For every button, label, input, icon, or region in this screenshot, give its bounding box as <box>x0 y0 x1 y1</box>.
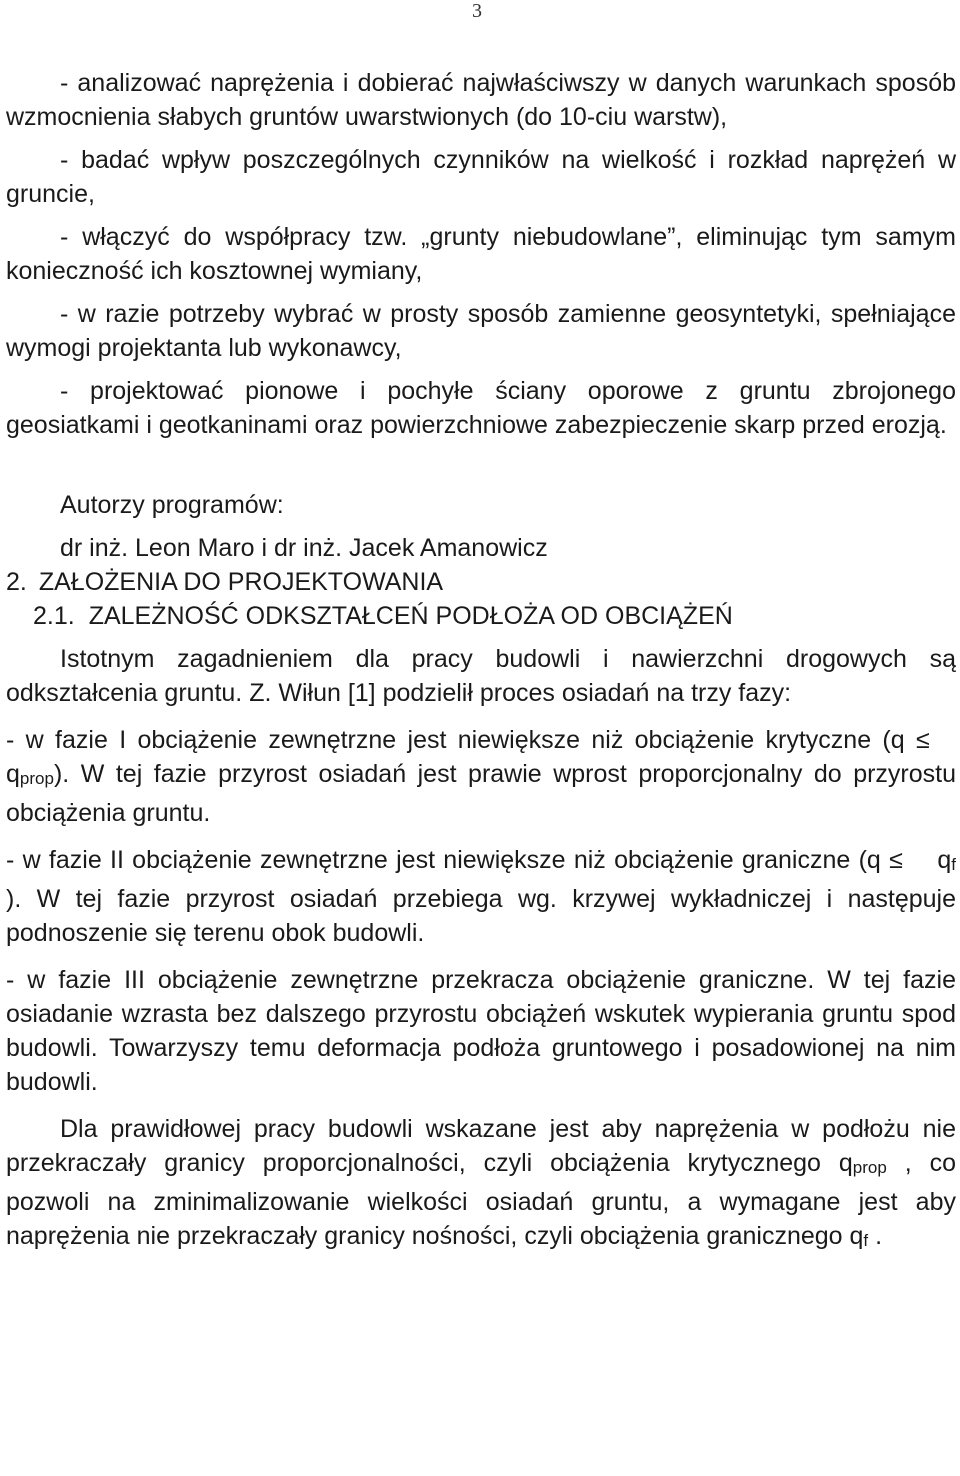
bullet-study: - badać wpływ poszczególnych czynników na wielkość i rozkład naprężeń w gruncie, <box>6 146 956 208</box>
phase-2-q: q <box>929 846 952 874</box>
page-number: 3 <box>472 0 482 22</box>
subsection-title: ZALEŻNOŚĆ ODKSZTAŁCEŃ PODŁOŻA OD OBCIĄŻEŃ <box>88 602 733 630</box>
less-equal-symbol: ≤ <box>889 846 903 874</box>
less-equal-symbol: ≤ <box>916 726 930 754</box>
phase-1-subscript: prop <box>19 769 54 788</box>
phase-1-q: q <box>6 760 20 788</box>
phase-1-text-b: ). W tej fazie przyrost osiadań jest prawie wprost proporcjonalny do przyrostu obciążenia gruntu. <box>6 760 956 827</box>
bullet-design: - projektować pionowe i pochyłe ściany oporowe z gruntu zbrojonego geosiatkami i geotkaninami oraz powierzchniowe zabezpieczenie skarp przed erozją. <box>6 377 956 439</box>
intro-paragraph: Istotnym zagadnieniem dla pracy budowli i nawierzchni drogowych są odkształcenia gruntu. Z. Wiłun [1] podzielił proces osiadań na trzy fazy: <box>6 645 956 707</box>
closing-subscript-prop: prop <box>852 1158 887 1177</box>
closing-text-a: Dla prawidłowej pracy budowli wskazane jest aby naprężenia w podłożu nie przekraczały granicy proporcjonalności, czyli obciążenia krytycznego q <box>6 1115 956 1177</box>
phase-2-paragraph <box>6 843 956 950</box>
phase-1-paragraph <box>6 723 956 830</box>
authors-label: Autorzy programów: <box>60 491 284 519</box>
authors-names: dr inż. Leon Maro i dr inż. Jacek Amanowicz <box>60 534 548 562</box>
subsection-number: 2.1. <box>33 602 75 630</box>
bullet-analyze: - analizować naprężenia i dobierać najwłaściwszy w danych warunkach sposób wzmocnienia słabych gruntów uwarstwionych (do 10-ciu warstw), <box>6 69 956 131</box>
phase-2-text-a: - w fazie II obciążenie zewnętrzne jest niewiększe niż obciążenie graniczne (q <box>6 846 890 874</box>
section-number: 2. <box>6 568 27 596</box>
closing-text-c: . <box>868 1222 883 1250</box>
section-heading <box>6 565 956 599</box>
subsection-heading <box>6 599 956 633</box>
closing-text-b: , co pozwoli na zminimalizowanie wielkości osiadań gruntu, a wymagane jest aby naprężenia nie przekraczały granicy nośności, czyli obciążenia granicznego q <box>6 1149 956 1250</box>
phase-2-text-b: ). W tej fazie przyrost osiadań przebiega wg. krzywej wykładniczej i następuje podnoszenie się terenu obok budowli. <box>6 885 956 947</box>
bullet-replace: - w razie potrzeby wybrać w prosty sposób zamienne geosyntetyki, spełniające wymogi projektanta lub wykonawcy, <box>6 300 956 362</box>
closing-subscript-f: f <box>863 1231 869 1250</box>
document-body <box>6 66 956 1258</box>
phase-2-subscript: f <box>951 855 956 874</box>
phase-1-text-a: - w fazie I obciążenie zewnętrzne jest niewiększe niż obciążenie krytyczne (q <box>6 726 916 754</box>
phase-3-paragraph: - w fazie III obciążenie zewnętrzne przekracza obciążenie graniczne. W tej fazie osiadanie wzrasta bez dalszego przyrostu obciążeń wskutek wypierania gruntu spod budowli. Towarzyszy temu deformacja podłoża gruntowego i posadowionej na nim budowli. <box>6 966 956 1096</box>
section-title: ZAŁOŻENIA DO PROJEKTOWANIA <box>38 568 444 596</box>
closing-paragraph <box>6 1112 956 1258</box>
bullet-include: - włączyć do współpracy tzw. „grunty niebudowlane”, eliminując tym samym konieczność ich kosztownej wymiany, <box>6 223 956 285</box>
